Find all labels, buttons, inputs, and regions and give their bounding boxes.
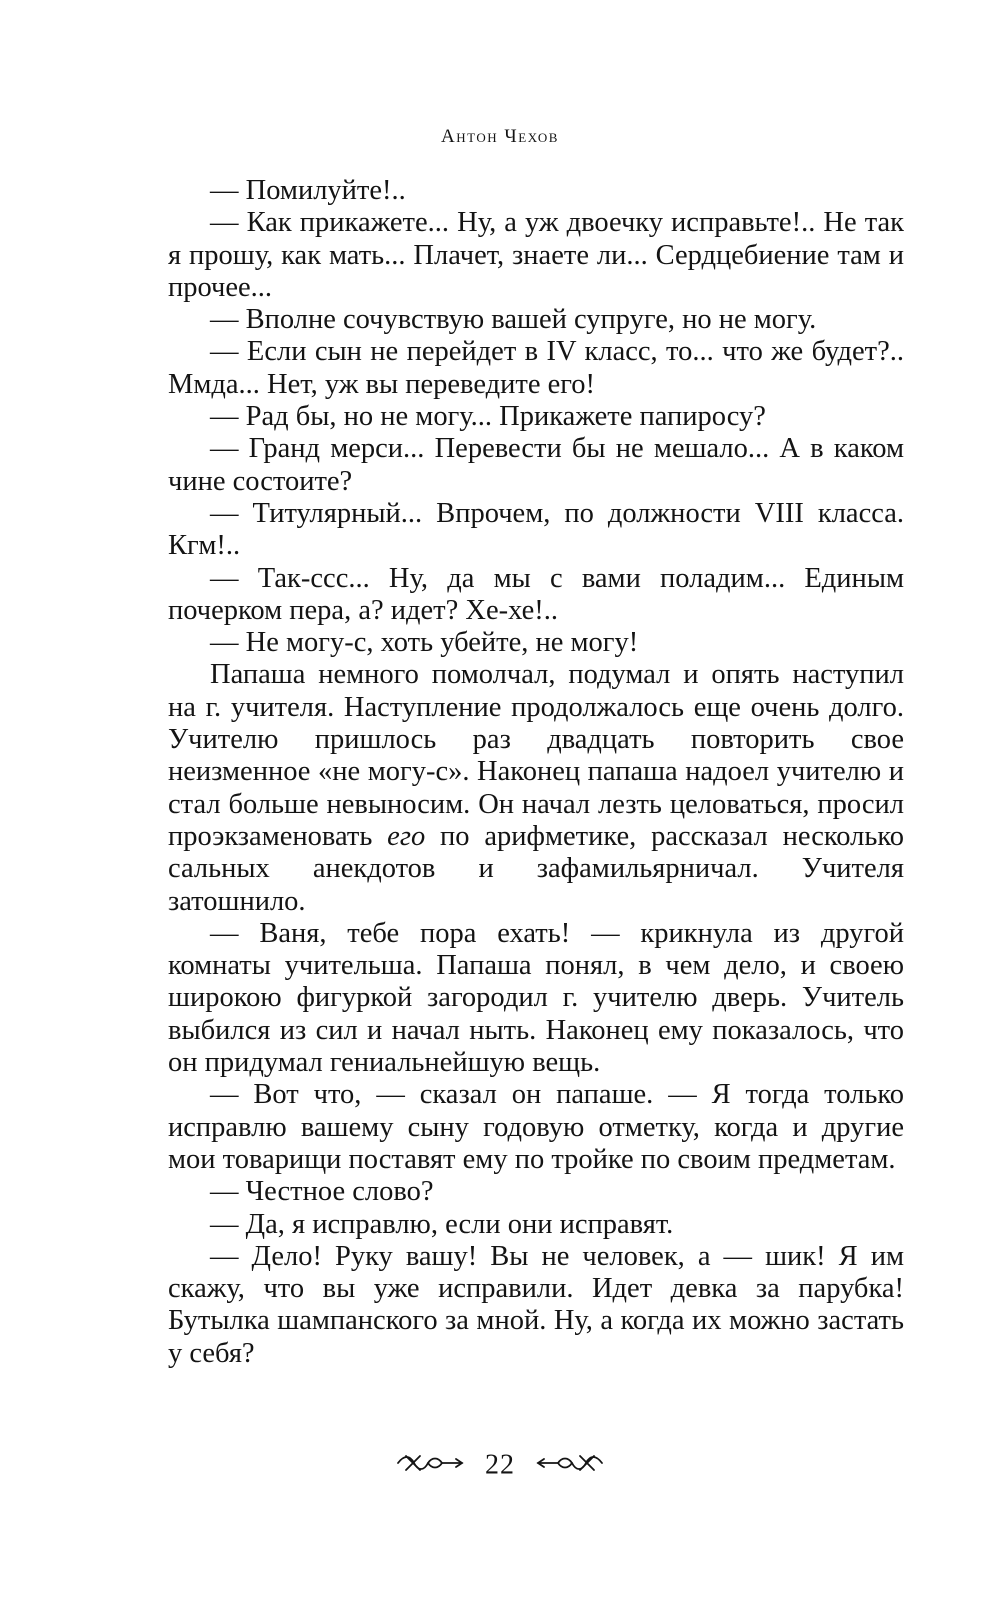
paragraph: — Помилуйте!.. bbox=[210, 175, 406, 206]
flourish-left-icon bbox=[396, 1450, 466, 1482]
paragraph-text-before: Папаша немного помолчал, подумал и опять наступил на г. учителя. Наступление продолжалось еще очень долго. Учителю пришлось раз двадцать повторить свое неизменное «не могу-с». Наконец папаша надоел учителю и стал больше невыносим. Он начал лезть целоваться, просил проэкзаменовать bbox=[168, 659, 904, 852]
paragraph: — Гранд мерси... Перевести бы не мешало... А в каком чине состоите? bbox=[168, 433, 904, 497]
page-number-footer bbox=[0, 1448, 1000, 1482]
page-number: 22 bbox=[485, 1449, 515, 1481]
paragraph: — Как прикажете... Ну, а уж двоечку исправьте!.. Не так я прошу, как мать... Плачет, знаете ли... Сердцебиение там и прочее... bbox=[168, 207, 904, 303]
paragraph-text-after: по арифметике, рассказал несколько сальных анекдотов и зафамильярничал. Учителя затошнило. bbox=[168, 820, 904, 917]
paragraph: — Титулярный... Впрочем, по должности VIII класса. Кгм!.. bbox=[168, 497, 904, 562]
paragraph: — Да, я исправлю, если они исправят. bbox=[210, 1208, 674, 1240]
paragraph: — Рад бы, но не могу... Прикажете папиросу? bbox=[210, 401, 766, 433]
paragraph: — Вот что, — сказал он папаше. — Я тогда только исправлю вашему сыну годовую отметку, когда и другие мои товарищи поставят ему по тройке по своим предметам. bbox=[168, 1079, 904, 1175]
paragraph-emphasis: его bbox=[387, 820, 426, 852]
paragraph bbox=[168, 659, 904, 917]
paragraph: — Ваня, тебе пора ехать! — крикнула из другой комнаты учительша. Папаша понял, в чем дело, и своею широкою фигуркой загородил г. учителю дверь. Учитель выбился из сил и начал ныть. Наконец ему показалось, что он придумал гениальнейшую вещь. bbox=[168, 917, 904, 1079]
running-head-author: Антон Чехов bbox=[441, 126, 559, 147]
body-text bbox=[168, 175, 904, 1370]
paragraph: — Так-ссс... Ну, да мы с вами поладим... Единым почерком пера, а? идет? Хе-хе!.. bbox=[168, 562, 904, 626]
paragraph: — Честное слово? bbox=[210, 1176, 434, 1208]
paragraph: — Дело! Руку вашу! Вы не человек, а — шик! Я им скажу, что вы уже исправили. Идет девка за парубка! Бутылка шампанского за мной. Ну, а когда их можно застать у себя? bbox=[168, 1240, 904, 1369]
paragraph: — Если сын не перейдет в IV класс, то... что же будет?.. Ммда... Нет, уж вы переведите его! bbox=[168, 336, 904, 400]
flourish-right-icon bbox=[534, 1450, 604, 1482]
paragraph: — Не могу-с, хоть убейте, не могу! bbox=[210, 627, 639, 659]
paragraph: — Вполне сочувствую вашей супруге, но не могу. bbox=[210, 304, 817, 336]
